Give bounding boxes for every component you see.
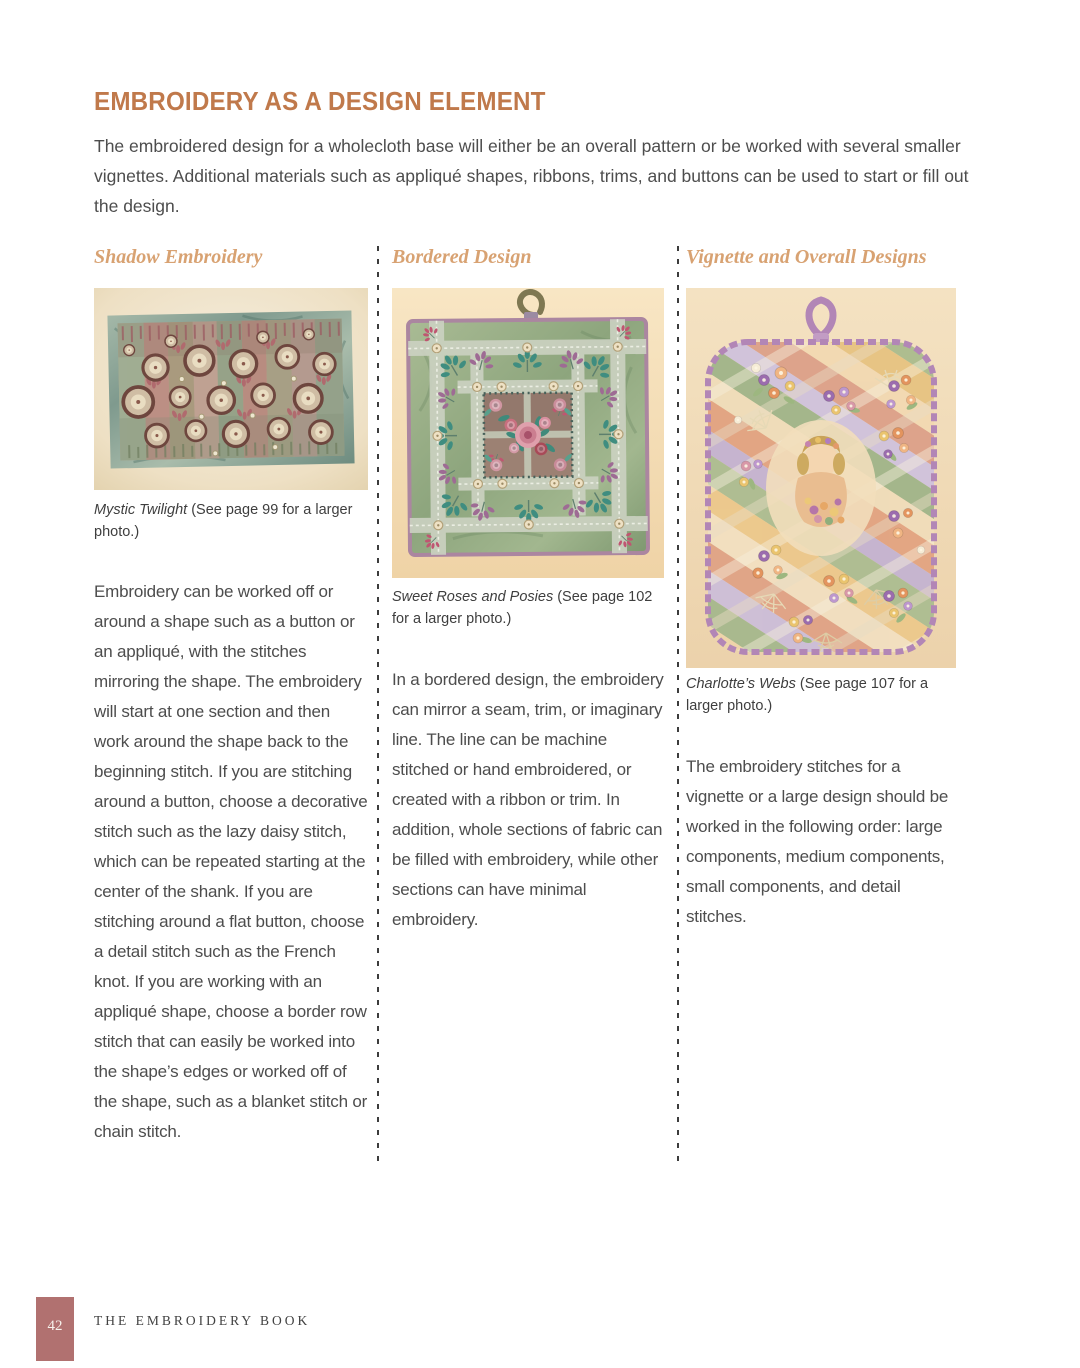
caption-title: Sweet Roses and Posies	[392, 589, 554, 605]
column-heading-bordered-design: Bordered Design	[392, 246, 532, 268]
caption-charlottes-webs	[686, 673, 958, 717]
sweet-roses-and-posies-quilt-photo	[392, 288, 664, 578]
mystic-twilight-quilt-photo	[94, 288, 368, 490]
caption-title: Charlotte’s Webs	[686, 676, 796, 692]
charlottes-webs-quilt-image	[686, 288, 956, 668]
intro-paragraph: The embroidered design for a wholecloth base will either be an overall pattern or be worked with several smaller vignettes. Additional materials such as appliqué shapes, ribbons, trims, and buttons can be used to start or fill out the design.	[94, 136, 969, 216]
caption-title: Mystic Twilight	[94, 502, 188, 518]
page-number-tab	[36, 1297, 74, 1361]
body-shadow-embroidery: Embroidery can be worked off or around a shape such as a button or an appliqué, with the stitches mirroring the shape. The embroidery will start at one section and then work around the shape back to the beginning stitch. If you are stitching around a button, choose a decorative stitch such as the lazy daisy stitch, which can be repeated starting at the center of the shank. If you are stitching around a flat button, choose a detail stitch such as the French knot. If you are working with an appliqué shape, choose a border row stitch that can easily be worked into the shape’s edges or worked off of the shape, such as a blanket stitch or chain stitch.	[94, 582, 368, 1141]
caption-text: (See page 102 for a larger photo.)	[392, 589, 653, 627]
mystic-twilight-quilt-image	[94, 288, 368, 490]
column-heading-shadow-embroidery: Shadow Embroidery	[94, 246, 263, 268]
column-divider	[677, 246, 679, 1165]
page-number: 42	[47, 1317, 63, 1334]
caption-mystic-twilight	[94, 499, 368, 543]
body-bordered-design: In a bordered design, the embroidery can mirror a seam, trim, or imaginary line. The line can be machine stitched or hand embroidered, or created with a ribbon or trim. In addition, whole sections of fabric can be filled with embroidery, while other sections can have minimal embroidery.	[392, 670, 664, 929]
caption-text: (See page 107 for a larger photo.)	[686, 676, 929, 714]
sweet-roses-and-posies-quilt-image	[392, 288, 664, 578]
running-footer-book-title: THE EMBROIDERY BOOK	[94, 1313, 311, 1328]
column-heading-vignette-overall: Vignette and Overall Designs	[686, 246, 927, 268]
body-vignette-overall: The embroidery stitches for a vignette or a large design should be worked in the following order: large components, medium components, small components, and detail stitches.	[686, 757, 949, 926]
caption-sweet-roses	[392, 586, 664, 630]
column-divider	[377, 246, 379, 1165]
charlottes-webs-quilt-photo	[686, 288, 958, 668]
caption-text: (See page 99 for a larger photo.)	[94, 502, 353, 540]
page-title: EMBROIDERY AS A DESIGN ELEMENT	[94, 86, 546, 116]
